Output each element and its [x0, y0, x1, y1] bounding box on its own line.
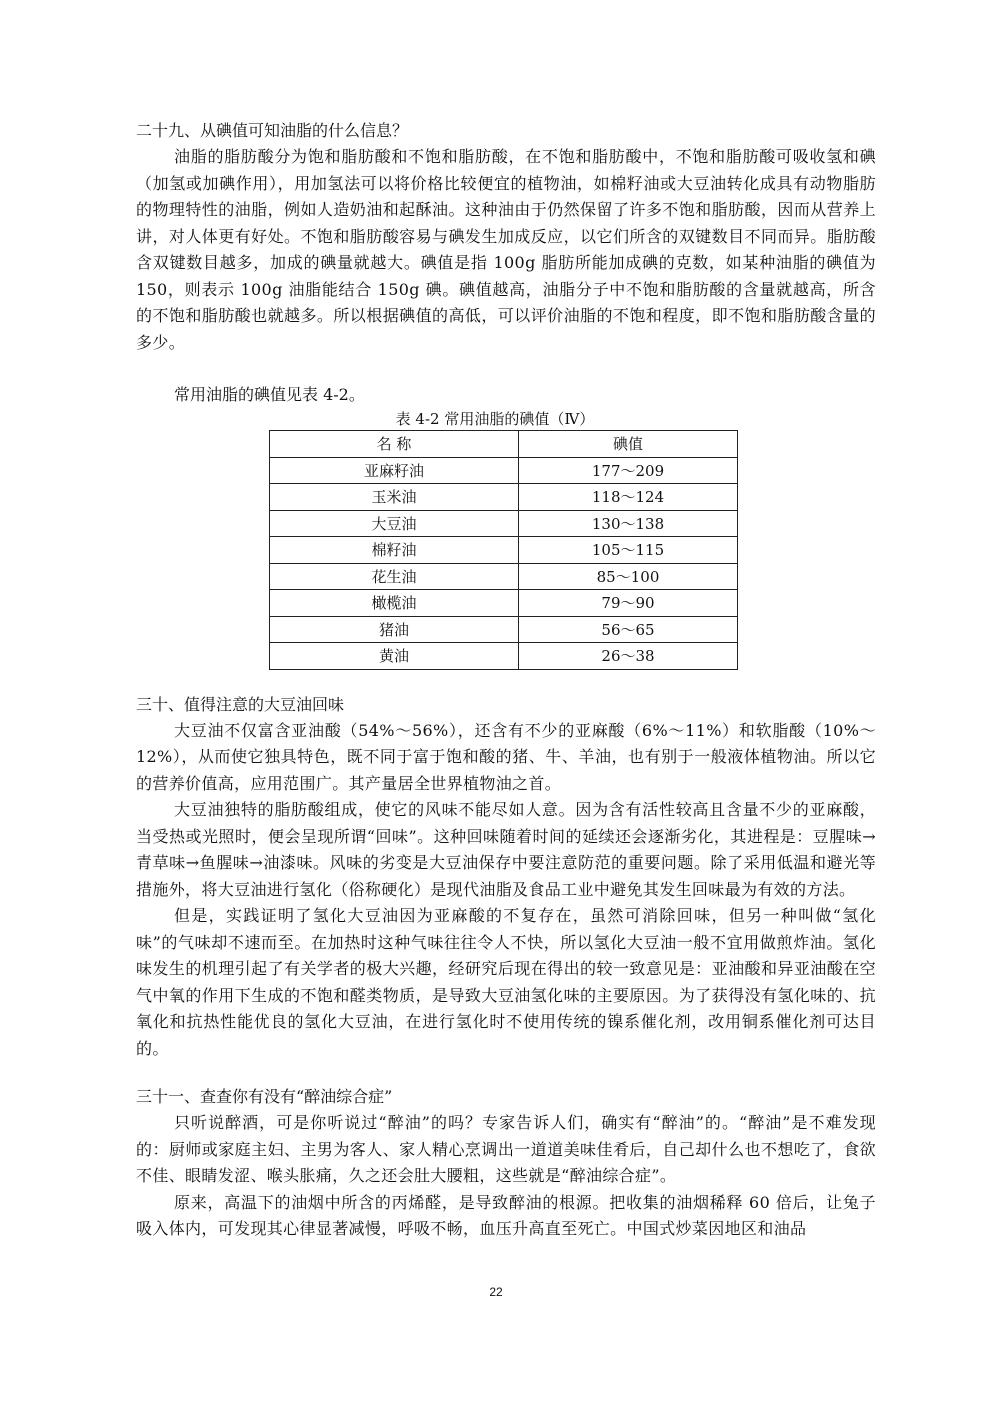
iodine-value: 105～115: [519, 537, 738, 564]
iodine-value: 85～100: [519, 563, 738, 590]
oil-name: 玉米油: [270, 484, 519, 511]
iodine-value: 56～65: [519, 616, 738, 643]
oil-name: 大豆油: [270, 510, 519, 537]
header-iodine-value: 碘值: [519, 431, 738, 458]
iodine-value: 130～138: [519, 510, 738, 537]
table-row: [270, 510, 738, 537]
iodine-value-table: [269, 430, 738, 670]
iodine-value: 177～209: [519, 457, 738, 484]
table-header-row: [270, 431, 738, 458]
header-name: 名 称: [270, 431, 519, 458]
oil-name: 猪油: [270, 616, 519, 643]
section-31-title: 三十一、查查你有没有“醉油综合症”: [136, 1087, 393, 1106]
section-30-paragraph-2: 大豆油独特的脂肪酸组成，使它的风味不能尽如人意。因为含有活性较高且含量不少的亚麻酸，当受热或光照时，便会呈现所谓“回味”。这种回味随着时间的延续还会逐渐劣化，其进程是：豆腥味→青草味→鱼腥味→油漆味。风味的劣变是大豆油保存中要注意防范的重要问题。除了采用低温和避光等措施外，将大豆油进行氢化（俗称硬化）是现代油脂及食品工业中避免其发生回味最为有效的方法。: [136, 800, 876, 899]
oil-name: 棉籽油: [270, 537, 519, 564]
table-row: [270, 563, 738, 590]
table-row: [270, 484, 738, 511]
oil-name: 橄榄油: [270, 590, 519, 617]
document-page: [136, 118, 876, 1243]
iodine-value: 118～124: [519, 484, 738, 511]
oil-name: 花生油: [270, 563, 519, 590]
section-30-title: 三十、值得注意的大豆油回味: [136, 694, 345, 714]
table-intro: 常用油脂的碘值见表 4-2。: [174, 385, 365, 404]
iodine-value: 79～90: [519, 590, 738, 617]
table-row: [270, 643, 738, 670]
iodine-value: 26～38: [519, 643, 738, 670]
oil-name: 黄油: [270, 643, 519, 670]
section-29-title: 二十九、从碘值可知油脂的什么信息？: [136, 121, 409, 140]
table-row: [270, 457, 738, 484]
section-29-paragraph: 油脂的脂肪酸分为饱和脂肪酸和不饱和脂肪酸，在不饱和脂肪酸中，不饱和脂肪酸可吸收氢和碘（加氢或加碘作用），用加氢法可以将价格比较便宜的植物油，如棉籽油或大豆油转化成具有动物脂肪的物理特性的油脂，例如人造奶油和起酥油。这种油由于仍然保留了许多不饱和脂肪酸，因而从营养上讲，对人体更有好处。不饱和脂肪酸容易与碘发生加成反应，以它们所含的双键数目不同而异。脂肪酸含双键数目越多，加成的碘量就越大。碘值是指 100g 脂肪所能加成碘的克数，如某种油脂的碘值为 150，则表示 100g 油脂能结合 150g 碘。碘值越高，油脂分子中不饱和脂肪酸的含量就越高，所含的不饱和脂肪酸也就越多。所以根据碘值的高低，可以评价油脂的不饱和程度，即不饱和脂肪酸含量的多少。: [136, 147, 876, 352]
table-row: [270, 537, 738, 564]
table-row: [270, 616, 738, 643]
page-number: 22: [489, 1285, 503, 1299]
section-30-paragraph-1: 大豆油不仅富含亚油酸（54%～56%），还含有不少的亚麻酸（6%～11%）和软脂酸（10%～12%），从而使它独具特色，既不同于富于饱和酸的猪、牛、羊油，也有别于一般液体植物油。所以它的营养价值高，应用范围广。其产量居全世界植物油之首。: [136, 720, 876, 793]
section-30-paragraph-3: 但是，实践证明了氢化大豆油因为亚麻酸的不复存在，虽然可消除回味，但另一种叫做“氢化味”的气味却不速而至。在加热时这种气味往往令人不快，所以氢化大豆油一般不宜用做煎炸油。氢化味发生的机理引起了有关学者的极大兴趣，经研究后现在得出的较一致意见是：亚油酸和异亚油酸在空气中氧的作用下生成的不饱和醛类物质，是导致大豆油氢化味的主要原因。为了获得没有氢化味的、抗氧化和抗热性能优良的氢化大豆油，在进行氢化时不使用传统的镍系催化剂，改用铜系催化剂可达目的。: [136, 906, 876, 1058]
section-31-paragraph-2: 原来，高温下的油烟中所含的丙烯醛，是导致醉油的根源。把收集的油烟稀释 60 倍后，让兔子吸入体内，可发现其心律显著减慢，呼吸不畅，血压升高直至死亡。中国式炒菜因地区和油品: [136, 1192, 876, 1238]
table-row: [270, 590, 738, 617]
oil-name: 亚麻籽油: [270, 457, 519, 484]
table-title: 表 4-2 常用油脂的碘值（Ⅳ）: [395, 410, 595, 428]
section-31-paragraph-1: 只听说醉酒，可是你听说过“醉油”的吗？专家告诉人们，确实有“醉油”的。“醉油”是不难发现的：厨师或家庭主妇、主男为客人、家人精心烹调出一道道美味佳肴后，自己却什么也不想吃了，食欲不佳、眼睛发涩、喉头胀痛，久之还会肚大腰粗，这些就是“醉油综合症”。: [136, 1113, 876, 1185]
